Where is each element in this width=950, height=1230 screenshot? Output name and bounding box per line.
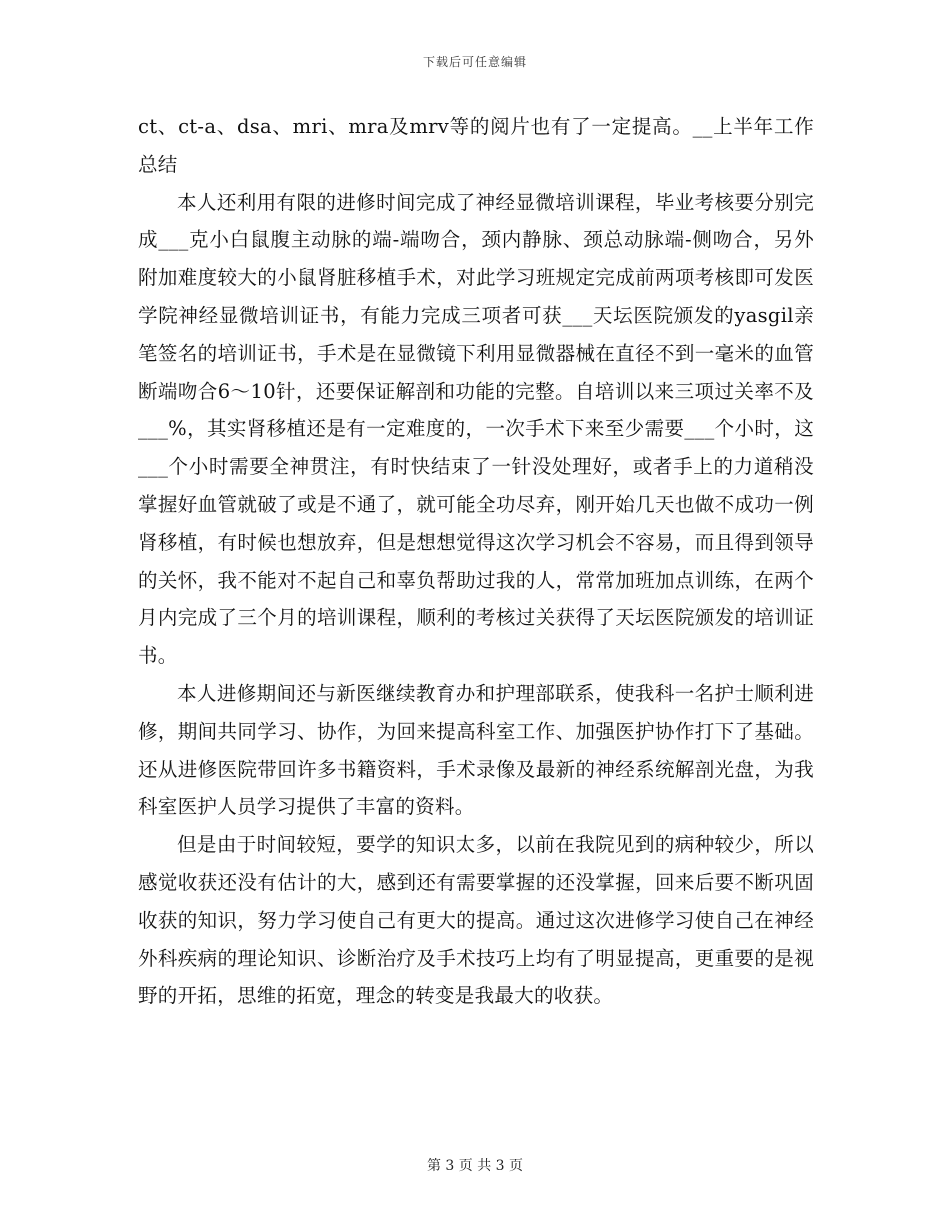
paragraph-continuation: ct、ct-a、dsa、mri、mra及mrv等的阅片也有了一定提高。__上半年工作总结: [138, 115, 814, 176]
paragraph-microsurgery-training: 本人还利用有限的进修时间完成了神经显微培训课程，毕业考核要分别完成___克小白鼠腹主动脉的端-端吻合，颈内静脉、颈总动脉端-侧吻合，另外附加难度较大的小鼠肾脏移植手术，对此学习班规定完成前两项考核即可发医学院神经显微培训证书，有能力完成三项者可获___天坛医院颁发的yasgil亲笔签名的培训证书，手术是在显微镜下利用显微器械在直径不到一毫米的血管断端吻合6～10针，还要保证解剖和功能的完整。自培训以来三项过关率不及___%，其实肾移植还是有一定难度的，一次手术下来至少需要___个小时，这___个小时需要全神贯注，有时快结束了一针没处理好，或者手上的力道稍没掌握好血管就破了或是不通了，就可能全功尽弃，刚开始几天也做不成功一例肾移植，有时候也想放弃，但是想想觉得这次学习机会不容易，而且得到领导的关怀，我不能对不起自己和辜负帮助过我的人，常常加班加点训练，在两个月内完成了三个月的培训课程，顺利的考核过关获得了天坛医院颁发的培训证书。: [138, 190, 814, 668]
document-body: [138, 108, 814, 1015]
paragraph-nurse-training: 本人进修期间还与新医继续教育办和护理部联系，使我科一名护士顺利进修，期间共同学习、协作，为回来提高科室工作、加强医护协作打下了基础。还从进修医院带回许多书籍资料，手术录像及最新的神经系统解剖光盘，为我科室医护人员学习提供了丰富的资料。: [138, 681, 814, 819]
page-header: 下载后可任意编辑: [422, 55, 527, 69]
paragraph-conclusion: 但是由于时间较短，要学的知识太多，以前在我院见到的病种较少，所以感觉收获还没有估计的大，感到还有需要掌握的还没掌握，回来后要不断巩固收获的知识，努力学习使自己有更大的提高。通过这次进修学习使自己在神经外科疾病的理论知识、诊断治疗及手术技巧上均有了明显提高，更重要的是视野的开拓，思维的拓宽，理念的转变是我最大的收获。: [138, 833, 814, 1008]
page-footer: 第 3 页 共 3 页: [426, 1158, 524, 1174]
